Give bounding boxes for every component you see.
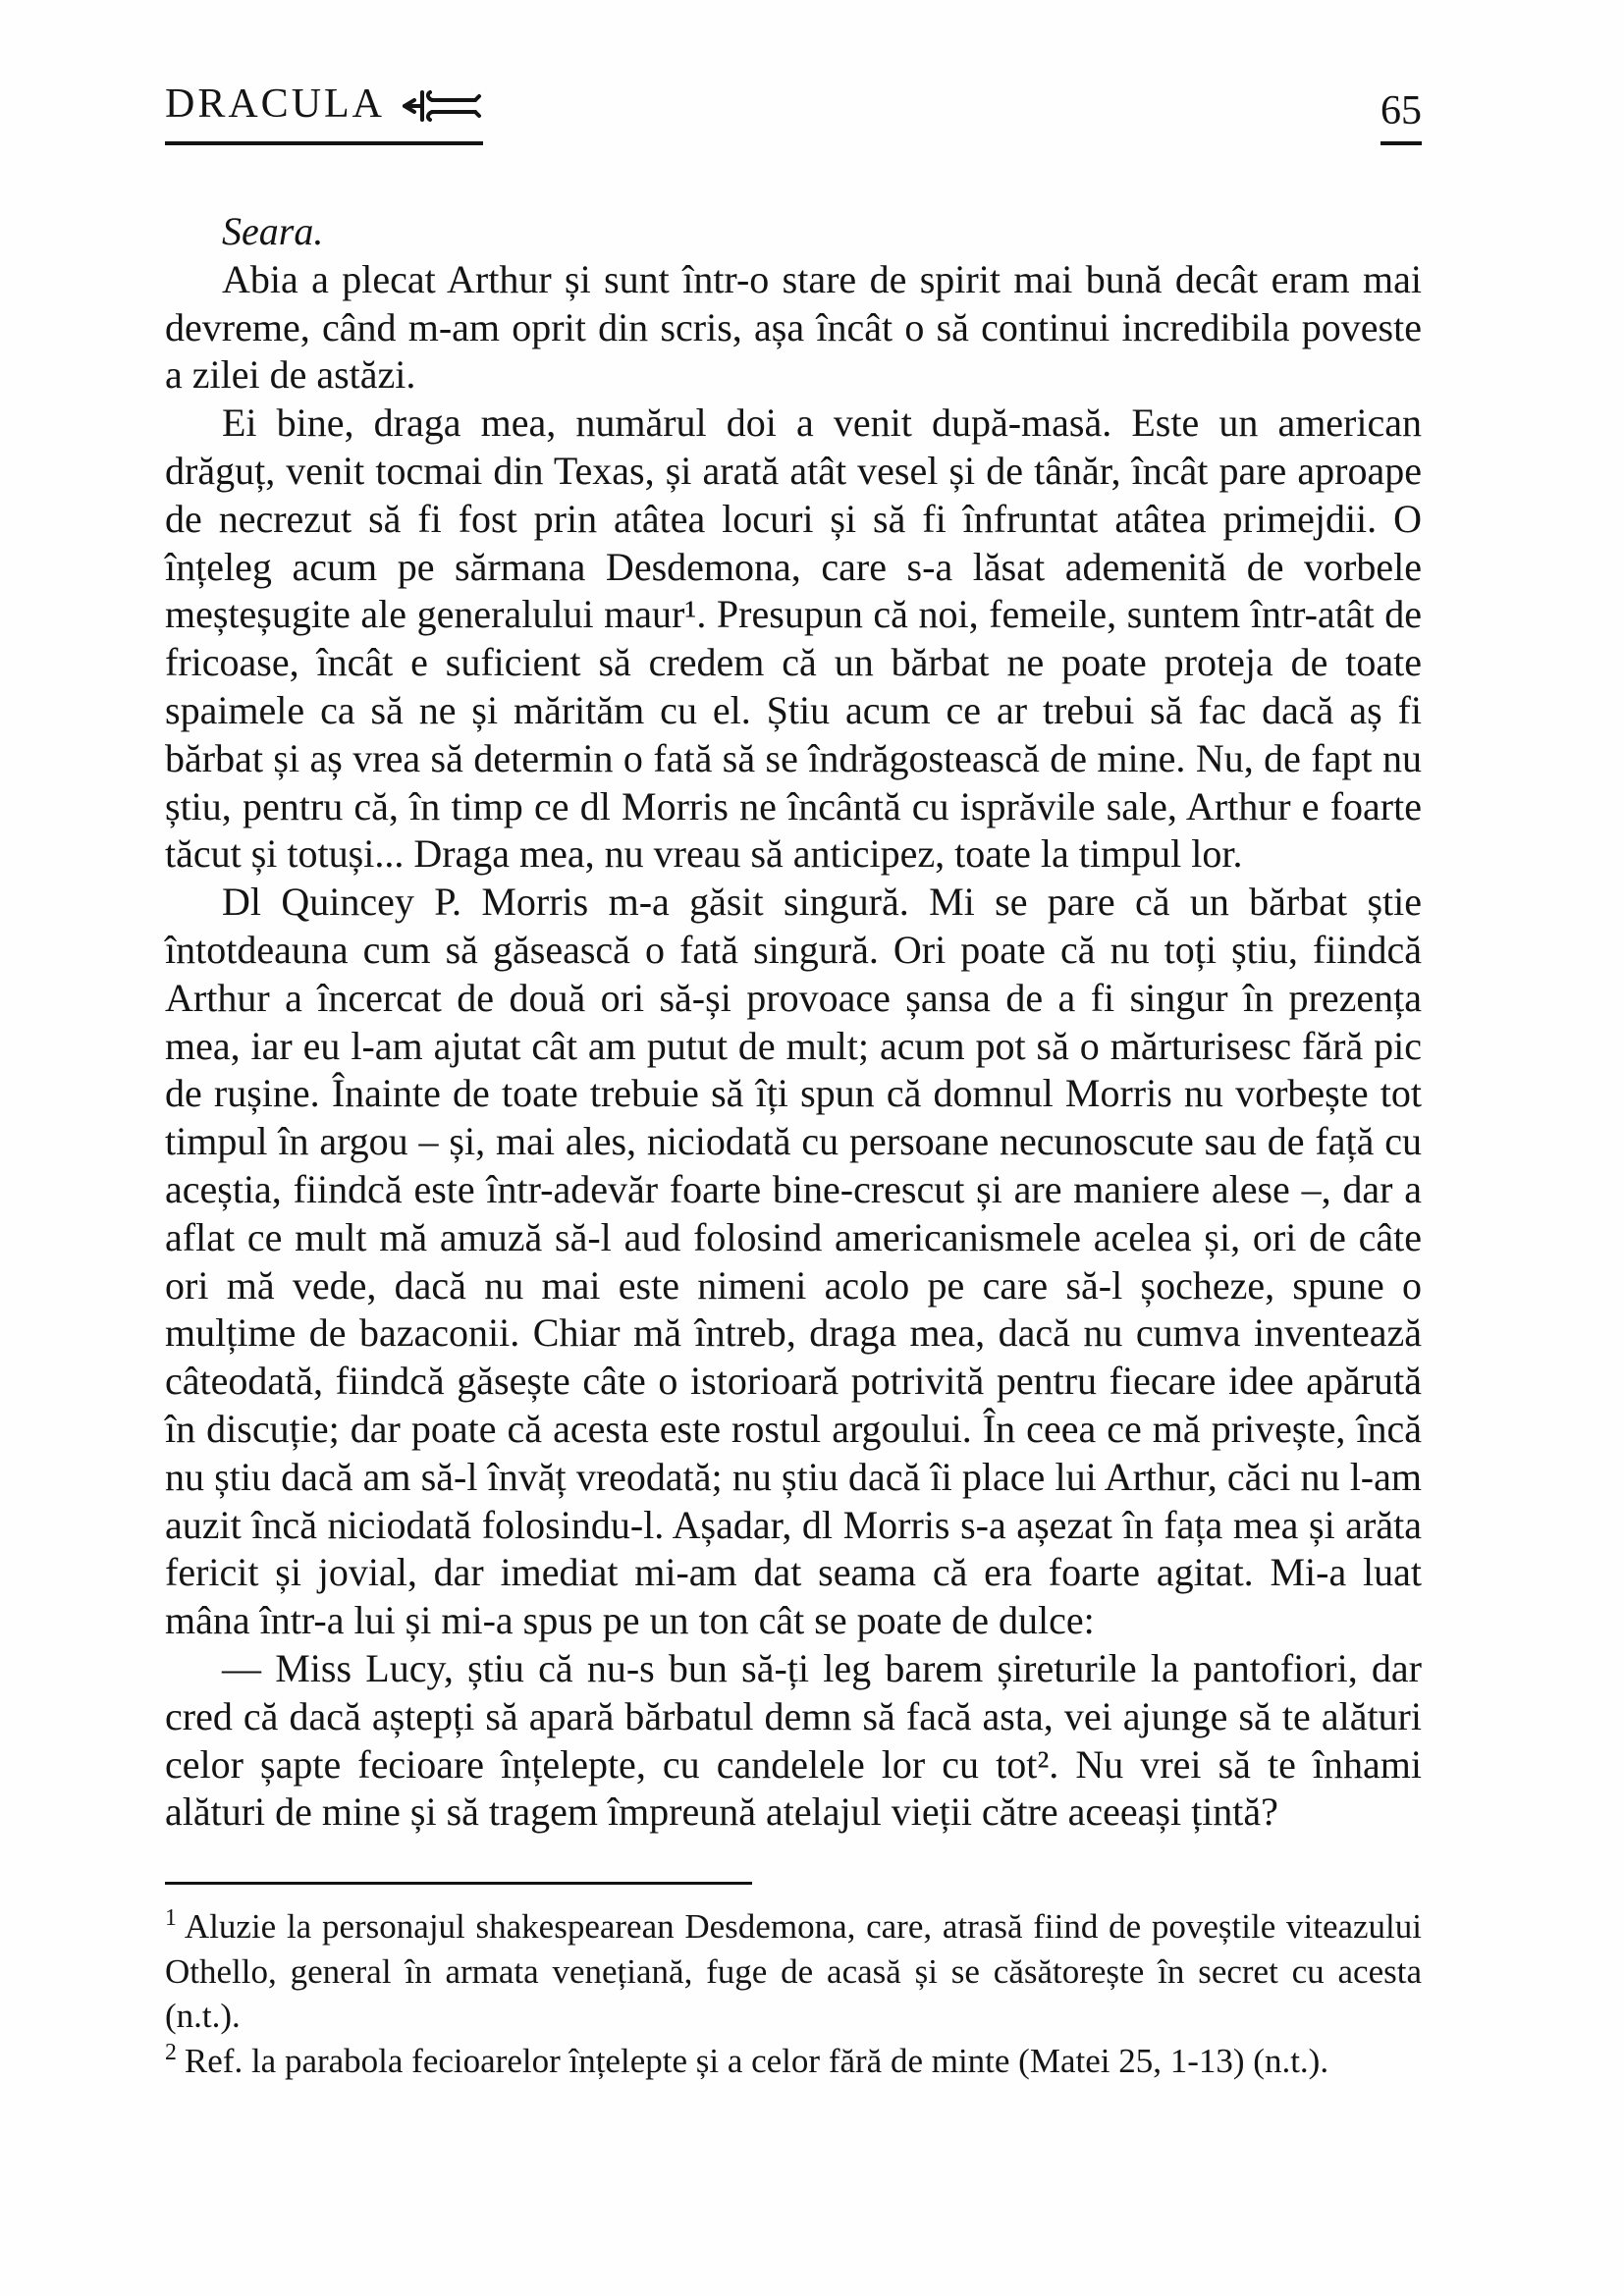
footnote-marker: 1	[165, 1905, 177, 1932]
footnotes	[165, 1904, 1422, 2083]
paragraph: Dl Quincey P. Morris m-a găsit singură. Mi se pare că un bărbat știe întotdeauna cum să găsească o fată singură. Ori poate că nu toți știu, fiindcă Arthur a încercat de două ori să-și provoace șansa de a fi singur în prezența mea, iar eu l-am ajutat cât am putut de mult; acum pot să o mărturisesc fără pic de rușine. Înainte de toate trebuie să îți spun că domnul Morris nu vorbește tot timpul în argou – și, mai ales, niciodată cu persoane necunoscute sau de față cu aceștia, fiindcă este într-adevăr foarte bine-crescut și are maniere alese –, dar a aflat ce mult mă amuză să-l aud folosind americanismele acelea și, ori de câte ori mă vede, dacă nu mai este nimeni acolo pe care să-l șocheze, spune o mulțime de bazaconii. Chiar mă întreb, draga mea, dacă nu cumva inventează câteodată, fiindcă găsește câte o istorioară potrivită pentru fiecare idee apărută în discuție; dar poate că acesta este rostul argoului. În ceea ce mă privește, încă nu știu dacă am să-l învăț vreodată; nu știu dacă îi place lui Arthur, căci nu l-am auzit încă niciodată folosindu-l. Așadar, dl Morris s-a așezat în fața mea și arăta fericit și jovial, dar imediat mi-am dat seama că era foarte agitat. Mi-a luat mâna într-a lui și mi-a spus pe un ton cât se poate de dulce:	[165, 880, 1422, 1643]
footnote	[165, 1904, 1422, 2039]
paragraph: Ei bine, draga mea, numărul doi a venit după-masă. Este un american drăguț, venit tocmai din Texas, și arată atât vesel și de tânăr, încât pare aproape de necrezut să fi fost prin atâtea locuri și să fi înfruntat atâtea primejdii. O înțeleg acum pe sărmana Desdemona, care s-a lăsat ademenită de vorbele meșteșugite ale generalului maur¹. Presupun că noi, femeile, suntem într-atât de fricoase, încât e suficient să credem că un bărbat ne poate proteja de toate spaimele ca să ne și mărităm cu el. Știu acum ce ar trebui să fac dacă aș fi bărbat și aș vrea să determin o fată să se îndrăgostească de mine. Nu, de fapt nu știu, pentru că, în timp ce dl Morris ne încântă cu isprăvile sale, Arthur e foarte tăcut și totuși... Draga mea, nu vreau să anticipez, toate la timpul lor.	[165, 400, 1422, 877]
running-header	[165, 80, 1422, 145]
paragraph: Abia a plecat Arthur și sunt într-o stare de spirit mai bună decât eram mai devreme, când m-am oprit din scris, așa încât o să continui incredibila poveste a zilei de astăzi.	[165, 256, 1422, 398]
paragraph-dialogue: — Miss Lucy, știu că nu-s bun să-ți leg barem șireturile la pantofiori, dar cred că dacă aștepți să apară bărbatul demn să facă asta, vei ajunge să te alături celor șapte fecioare înțelepte, cu candelele lor cu tot². Nu vrei să te înhami alături de mine și să tragem împreună atelajul vieții către aceeași țintă?	[165, 1645, 1422, 1835]
footnote-text: Aluzie la personajul shakespearean Desdemona, care, atrasă fiind de poveștile viteazului Othello, general în armata venețiană, fuge de acasă și se căsătorește în secret cu acesta (n.t.).	[165, 1907, 1422, 2036]
footnote	[165, 2039, 1422, 2084]
book-title: DRACULA	[165, 81, 386, 127]
header-title-group	[165, 80, 483, 145]
text-block	[165, 80, 1422, 2083]
footnote-text: Ref. la parabola fecioarelor înțelepte și a celor fără de minte (Matei 25, 1-13) (n.t.).	[184, 2041, 1329, 2080]
page-number: 65	[1380, 90, 1422, 145]
footnote-separator-rule	[165, 1882, 752, 1885]
footnote-marker: 2	[165, 2039, 177, 2065]
body-text	[165, 208, 1422, 1837]
fleuron-arrow-icon	[401, 86, 483, 126]
paragraph-date-heading: Seara.	[222, 209, 324, 253]
